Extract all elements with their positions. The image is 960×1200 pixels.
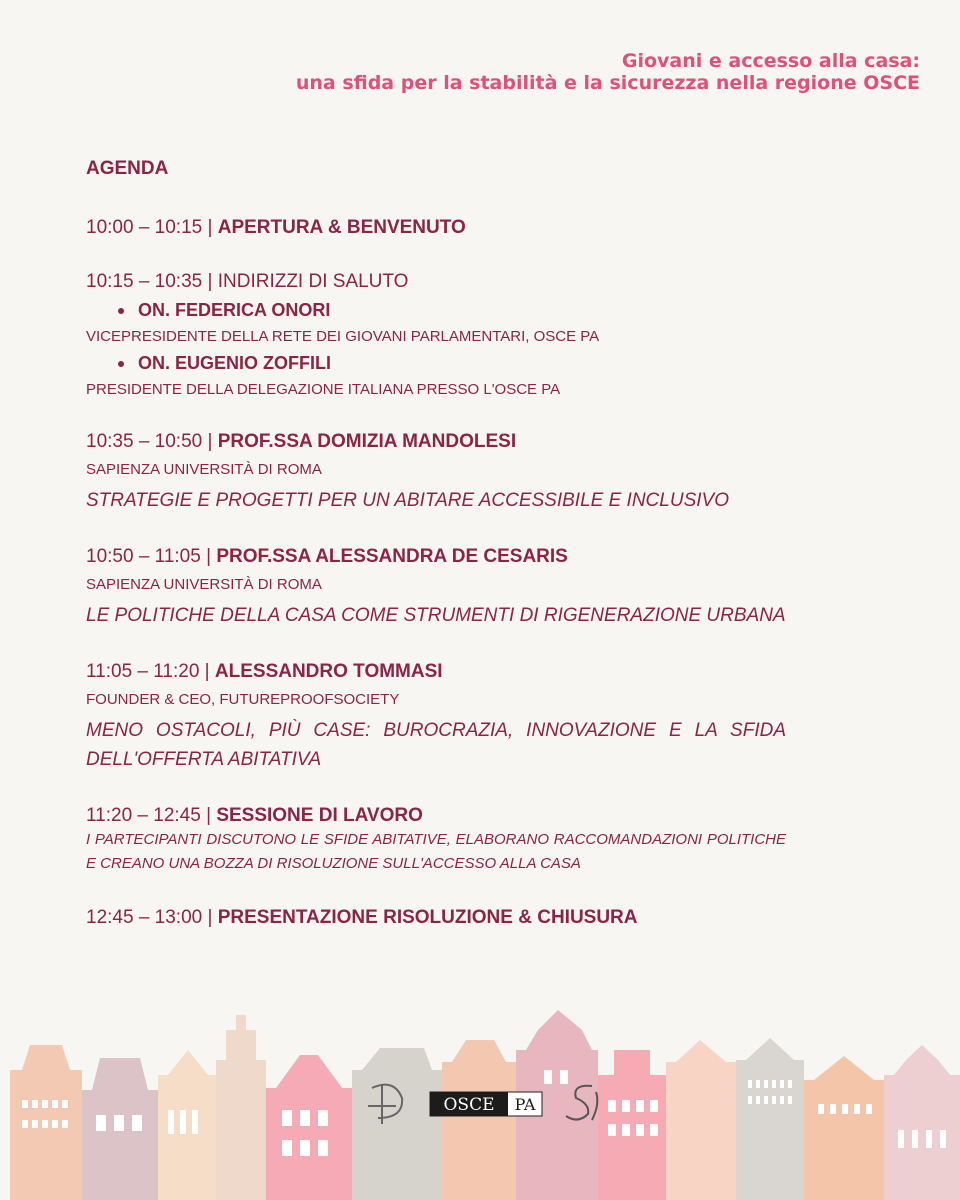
osce-logo-text: OSCE (443, 1095, 495, 1115)
agenda-item-de-cesaris (86, 545, 786, 630)
item-title: PROF.SSA ALESSANDRA DE CESARIS (216, 546, 568, 567)
item-title: ALESSANDRO TOMMASI (214, 661, 443, 682)
speaker-affiliation: SAPIENZA UNIVERSITÀ DI ROMA (86, 576, 322, 593)
city-skyline-illustration (0, 1000, 960, 1200)
item-time: 10:00 – 10:15 | (86, 217, 218, 238)
agenda-item-opening (86, 216, 786, 240)
speaker-name: ON. FEDERICA ONORI (138, 300, 331, 320)
item-time: 10:50 – 11:05 | (86, 546, 217, 567)
item-time: 12:45 – 13:00 | (86, 907, 218, 928)
building-12 (804, 1056, 884, 1200)
bullet-dot-icon (118, 308, 124, 314)
bullet-dot-icon (118, 361, 124, 367)
item-title: APERTURA & BENVENUTO (217, 217, 466, 238)
item-time: 10:35 – 10:50 | (86, 431, 218, 452)
building-9 (598, 1050, 666, 1200)
speaker-bullet (118, 353, 786, 374)
speaker-name: ON. EUGENIO ZOFFILI (138, 353, 331, 373)
speaker-bullet (118, 300, 786, 321)
event-title (296, 50, 920, 94)
agenda-item-mandolesi (86, 430, 786, 515)
building-13 (884, 1045, 960, 1200)
osce-pa-logo (430, 1092, 542, 1116)
building-11 (736, 1038, 804, 1200)
item-time: 11:20 – 12:45 | (86, 805, 217, 826)
talk-topic: MENO OSTACOLI, PIÙ CASE: BUROCRAZIA, INNOVAZIONE E LA SFIDA DELL'OFFERTA ABITATIVA (86, 720, 786, 770)
event-title-line-2: una sfida per la stabilità e la sicurezza nella regione OSCE (295, 72, 920, 94)
building-7 (442, 1040, 516, 1200)
building-4 (216, 1015, 266, 1200)
item-title: SESSIONE DI LAVORO (216, 805, 423, 826)
building-6 (352, 1048, 442, 1200)
building-5 (266, 1055, 352, 1200)
agenda (86, 150, 786, 960)
item-time: 10:15 – 10:35 | (86, 271, 218, 292)
building-2 (82, 1058, 158, 1200)
building-1 (10, 1045, 82, 1200)
agenda-item-closing (86, 906, 786, 930)
building-3 (158, 1050, 216, 1200)
agenda-item-tommasi (86, 660, 786, 774)
event-title-line-1: Giovani e accesso alla casa: (621, 50, 920, 72)
speaker-affiliation: FOUNDER & CEO, FUTUREPROOFSOCIETY (86, 691, 400, 708)
agenda-heading: AGENDA (86, 158, 169, 179)
speaker-role: VICEPRESIDENTE DELLA RETE DEI GIOVANI PARLAMENTARI, OSCE PA (86, 328, 600, 345)
speaker-role: PRESIDENTE DELLA DELEGAZIONE ITALIANA PRESSO L'OSCE PA (86, 381, 561, 398)
agenda-item-workshop (86, 804, 786, 876)
item-time: 11:05 – 11:20 | (86, 661, 215, 682)
pa-logo-text: PA (514, 1095, 536, 1114)
item-title: INDIRIZZI DI SALUTO (217, 271, 409, 292)
building-10 (666, 1040, 736, 1200)
talk-topic: STRATEGIE E PROGETTI PER UN ABITARE ACCESSIBILE E INCLUSIVO (86, 490, 729, 511)
item-title: PROF.SSA DOMIZIA MANDOLESI (217, 431, 517, 452)
speaker-affiliation: SAPIENZA UNIVERSITÀ DI ROMA (86, 461, 322, 478)
talk-topic: LE POLITICHE DELLA CASA COME STRUMENTI DI RIGENERAZIONE URBANA (86, 605, 786, 626)
item-title: PRESENTAZIONE RISOLUZIONE & CHIUSURA (217, 907, 638, 928)
session-description: I PARTECIPANTI DISCUTONO LE SFIDE ABITATIVE, ELABORANO RACCOMANDAZIONI POLITICHE E CREANO UNA BOZZA DI RISOLUZIONE SULL'ACCESSO ALLA CASA (86, 831, 786, 872)
agenda-item-greetings (86, 270, 786, 400)
